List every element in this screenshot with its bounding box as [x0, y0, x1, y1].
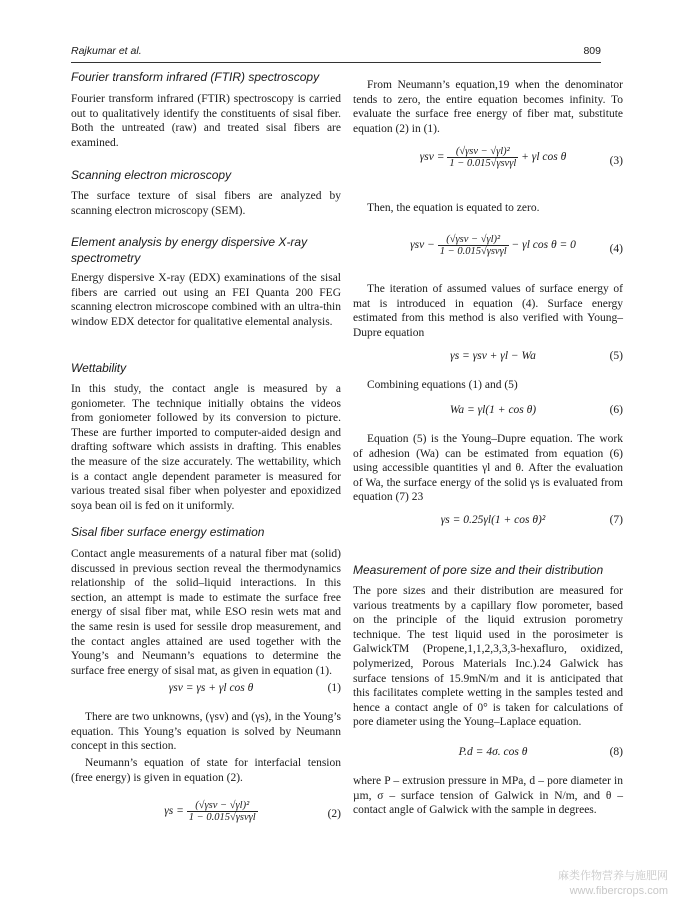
page-number: 809 — [583, 45, 601, 57]
paragraph-edx: Energy dispersive X-ray (EDX) examinations of the sisal fibers are carried out using an FEI Quanta 200 FEG scanning electron microscope combined with an ultra-thin window EDX detector for qualitative elemental analysis. — [71, 272, 341, 328]
paragraph-iteration: The iteration of assumed values of surface energy of mat is introduced in equation (4). Surface energy estimated from this method is also verified with Young–Dupre equation — [353, 283, 623, 339]
equation-3-lhs: γsv = — [419, 151, 445, 164]
equation-8 — [353, 746, 623, 776]
equation-5-body: γs = γsv + γl − Wa — [450, 350, 536, 362]
watermark-line-1: 麻类作物营养与施肥网 — [558, 870, 668, 882]
equation-3 — [353, 142, 623, 182]
equation-3-denominator: 1 − 0.015√γsvγl — [449, 158, 517, 169]
watermark-line-2: www.fibercrops.com — [569, 885, 668, 897]
equation-1-number: (1) — [327, 682, 341, 694]
paragraph-unknowns: There are two unknowns, (γsv) and (γs), in the Young’s equation. This Young’s equation is solved by Neumann concept in this section. — [71, 711, 341, 753]
equation-2 — [71, 794, 341, 834]
heading-edx: Element analysis by energy dispersive X-ray spectrometry — [71, 235, 308, 265]
equation-6-number: (6) — [609, 404, 623, 416]
equation-8-number: (8) — [609, 746, 623, 758]
equation-8-body: P.d = 4σ. cos θ — [458, 746, 528, 758]
equation-6-body: Wa = γl(1 + cos θ) — [449, 404, 537, 416]
paragraph-from-neumann: From Neumann’s equation,19 when the denominator tends to zero, the entire equation becomes infinity. To evaluate the surface free energy of fiber mat, substitute equation (2) in (1). — [353, 79, 623, 135]
equation-5 — [353, 350, 623, 380]
paragraph-wettability: In this study, the contact angle is measured by a goniometer. The technique initially obtains the videos from goniometer followed by its conversion to picture. These are further imported to computer-aided design and drafting software which assists in drafting. This enables the measure of the size accurately. The wettability, which is a contact angle dependent parameter is measured for various treated sisal fiber when polyester and epoxidized soya bean oil is fed on it uniformly. — [71, 383, 341, 512]
paragraph-then: Then, the equation is equated to zero. — [367, 202, 540, 214]
heading-sem: Scanning electron microscopy — [71, 168, 232, 182]
equation-3-number: (3) — [609, 155, 623, 167]
equation-7-body: γs = 0.25γl(1 + cos θ)² — [440, 514, 546, 526]
equation-4-rhs: − γl cos θ = 0 — [511, 239, 576, 252]
equation-3-numerator: (√γsv − √γl)² — [447, 146, 518, 158]
equation-2-fraction — [187, 800, 258, 823]
paragraph-pore-size: The pore sizes and their distribution are measured for various treatments by a capillary flow porometer, based on the principle of the liquid extrusion porometry technique. The test liquid used in the porosimeter is GalwickTM (Propene,1,1,2,3,3,3-hexafluro, oxidized, polymerized, Porous Materials Inc.).24 Galwick has surface tensions of 15.9mN/m and it is anticipated that this facilitates complete wetting in the samples tested and hence a contact angle of 0° is taken for calculations of pore diameter using the Young–Laplace equation. — [353, 585, 623, 729]
equation-4-number: (4) — [609, 243, 623, 255]
heading-ftir: Fourier transform infrared (FTIR) spectroscopy — [71, 70, 320, 84]
equation-1 — [71, 682, 341, 712]
equation-2-number: (2) — [327, 808, 341, 820]
running-header — [71, 42, 601, 63]
equation-3-rhs: + γl cos θ — [521, 151, 567, 164]
paragraph-ftir: Fourier transform infrared (FTIR) spectroscopy is carried out to qualitatively identify the constituents of sisal fiber. Both the untreated (raw) and treated sisal fibers are examined. — [71, 93, 341, 149]
equation-7 — [353, 514, 623, 544]
equation-2-denominator: 1 − 0.015√γsvγl — [188, 812, 256, 823]
equation-2-lhs: γs = — [164, 805, 184, 818]
paragraph-combining: Combining equations (1) and (5) — [367, 379, 518, 391]
paragraph-young-dupre: Equation (5) is the Young–Dupre equation. The work of adhesion (Wa) can be estimated from equation (6) using accessible quantities γl and θ. After the evaluation of Wa, the surface energy of the solid γs is evaluated from equation (7) 23 — [353, 433, 623, 504]
equation-7-number: (7) — [609, 514, 623, 526]
equation-5-number: (5) — [609, 350, 623, 362]
paragraph-sem: The surface texture of sisal fibers are analyzed by scanning electron microscopy (SEM). — [71, 190, 341, 217]
paragraph-where: where P – extrusion pressure in MPa, d – pore diameter in µm, σ – surface tension of Galwick in N/m, and θ – contact angle of Galwick with the sample in degrees. — [353, 775, 623, 817]
equation-1-body: γsv = γs + γl cos θ — [168, 682, 254, 694]
heading-surface-energy: Sisal fiber surface energy estimation — [71, 525, 265, 539]
heading-wettability: Wettability — [71, 361, 127, 375]
heading-pore-size: Measurement of pore size and their distribution — [353, 563, 604, 577]
paragraph-surface-energy: Contact angle measurements of a natural fiber mat (solid) discussed in previous section reveal the thermodynamics relationship of the solid–liquid interactions. In this section, an attempt is made to estimate the surface free energy of sisal fiber mat, while ESO resin wets mat and the same resin is used for sessile drop measurement, and the contact angles attained are used together with the Young’s and Neumann’s equations to determine the surface free energy of sisal mat, as given in equation (1). — [71, 548, 341, 677]
equation-4-lhs: γsv − — [410, 239, 435, 252]
equation-2-numerator: (√γsv − √γl)² — [187, 800, 258, 812]
equation-4 — [353, 230, 623, 270]
equation-4-fraction — [438, 234, 509, 257]
equation-6 — [353, 404, 623, 434]
equation-4-numerator: (√γsv − √γl)² — [438, 234, 509, 246]
equation-3-fraction — [447, 146, 518, 169]
running-head: Rajkumar et al. — [71, 45, 142, 57]
equation-4-denominator: 1 − 0.015√γsvγl — [439, 246, 507, 257]
paragraph-neumann: Neumann’s equation of state for interfacial tension (free energy) is given in equation (2). — [71, 757, 341, 784]
